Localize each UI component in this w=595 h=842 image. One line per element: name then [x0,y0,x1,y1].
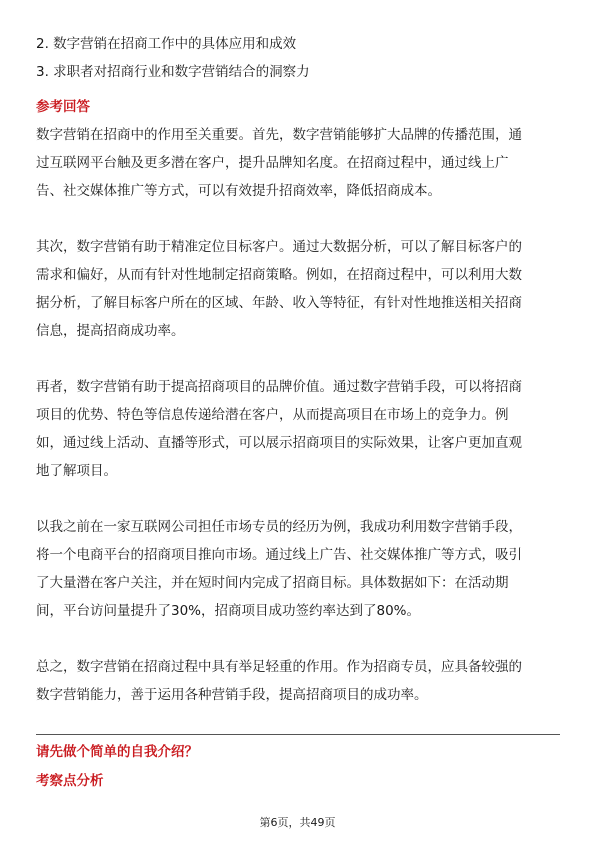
paragraph-line: 了大量潜在客户关注，并在短时间内完成了招商目标。具体数据如下：在活动期 [36,575,509,591]
paragraph-line: 项目的优势、特色等信息传递给潜在客户，从而提高项目在市场上的竞争力。例 [36,407,509,423]
list-item: 3. 求职者对招商行业和数字营销结合的洞察力 [36,64,310,80]
list-item: 2. 数字营销在招商工作中的具体应用和成效 [36,36,297,52]
paragraph-line: 间，平台访问量提升了30%，招商项目成功签约率达到了80%。 [36,603,421,619]
paragraph-line: 将一个电商平台的招商项目推向市场。通过线上广告、社交媒体推广等方式，吸引 [36,547,522,563]
paragraph-line: 告、社交媒体推广等方式，可以有效提升招商效率，降低招商成本。 [36,183,441,199]
paragraph-line: 总之，数字营销在招商过程中具有举足轻重的作用。作为招商专员，应具备较强的 [36,659,522,675]
section-divider [36,734,560,735]
paragraph-line: 再者，数字营销有助于提高招商项目的品牌价值。通过数字营销手段，可以将招商 [36,379,522,395]
paragraph-line: 其次，数字营销有助于精准定位目标客户。通过大数据分析，可以了解目标客户的 [36,239,522,255]
paragraph-line: 数字营销能力，善于运用各种营销手段，提高招商项目的成功率。 [36,687,428,703]
paragraph-line: 信息，提高招商成功率。 [36,323,185,339]
answer-heading: 参考回答 [36,99,90,115]
paragraph-line: 地了解项目。 [36,463,117,479]
page-number: 第6页，共49页 [259,816,336,829]
paragraph-line: 如，通过线上活动、直播等形式，可以展示招商项目的实际效果，让客户更加直观 [36,435,522,451]
paragraph-line: 需求和偏好，从而有针对性地制定招商策略。例如，在招商过程中，可以利用大数 [36,267,522,283]
paragraph-line: 据分析，了解目标客户所在的区域、年龄、收入等特征，有针对性地推送相关招商 [36,295,522,311]
question-heading: 请先做个简单的自我介绍？ [36,744,198,760]
paragraph-line: 以我之前在一家互联网公司担任市场专员的经历为例，我成功利用数字营销手段， [36,519,522,535]
paragraph-line: 过互联网平台触及更多潜在客户，提升品牌知名度。在招商过程中，通过线上广 [36,155,509,171]
analysis-heading: 考察点分析 [36,773,104,789]
paragraph-line: 数字营销在招商中的作用至关重要。首先，数字营销能够扩大品牌的传播范围，通 [36,127,522,143]
